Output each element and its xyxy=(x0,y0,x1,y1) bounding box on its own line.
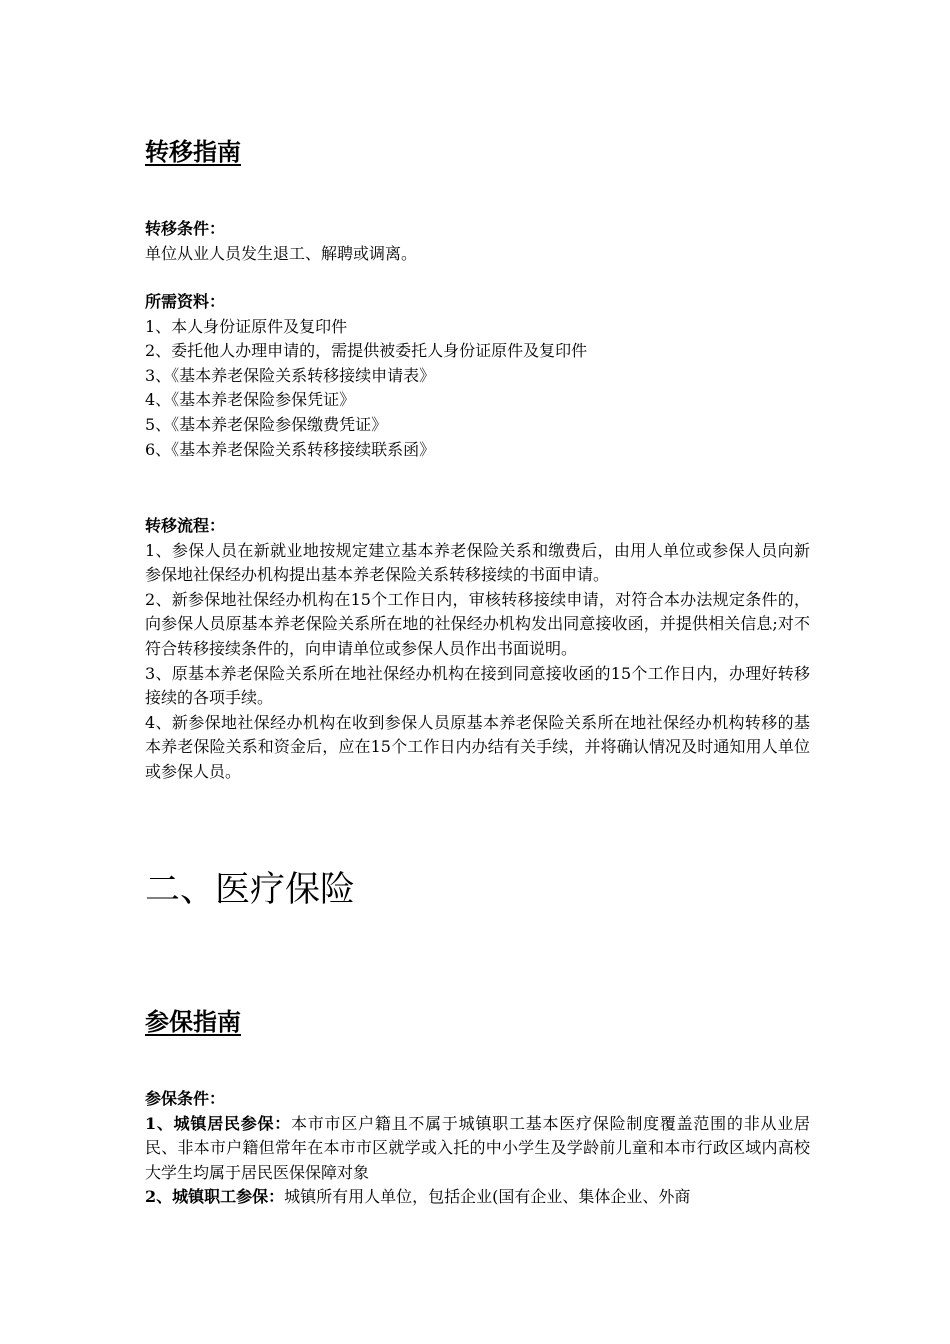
process-step: 1、参保人员在新就业地按规定建立基本养老保险关系和缴费后，由用人单位或参保人员向新参保地社保经办机构提出基本养老保险关系转移接续的书面申请。 xyxy=(145,540,810,585)
enrollment-item-text: 本市市区户籍且不属于城镇职工基本医疗保险制度覆盖范围的非从业居民、非本市户籍但常年在本市市区就学或入托的中小学生及学龄前儿童和本市行政区域内高校大学生均属于居民医保保障对象 xyxy=(145,1113,810,1182)
material-item: 5、《基本养老保险参保缴费凭证》 xyxy=(145,414,388,434)
enrollment-conditions-label: 参保条件： xyxy=(145,1089,226,1108)
transfer-process-section xyxy=(145,514,810,785)
material-item: 1、本人身份证原件及复印件 xyxy=(145,316,348,336)
enrollment-item-text: 城镇所有用人单位，包括企业(国有企业、集体企业、外商 xyxy=(284,1187,691,1207)
enrollment-item xyxy=(145,1112,810,1186)
process-step: 2、新参保地社保经办机构在15个工作日内，审核转移接续申请，对符合本办法规定条件的，向参保人员原基本养老保险关系所在地的社保经办机构发出同意接收函，并提供相关信息;对不符合转移接续条件的，向申请单位或参保人员作出书面说明。 xyxy=(145,589,810,658)
enrollment-conditions-section xyxy=(145,1087,810,1210)
transfer-process-label: 转移流程： xyxy=(145,516,226,535)
transfer-guide-heading: 转移指南 xyxy=(145,137,241,166)
enrollment-guide-heading: 参保指南 xyxy=(145,1007,241,1036)
enrollment-item-lead: 1、城镇居民参保： xyxy=(145,1113,292,1133)
transfer-conditions-text: 单位从业人员发生退工、解聘或调离。 xyxy=(145,243,418,263)
material-item: 4、《基本养老保险参保凭证》 xyxy=(145,390,356,410)
transfer-conditions-label: 转移条件： xyxy=(145,219,226,238)
required-materials-section xyxy=(145,290,810,462)
material-item: 3、《基本养老保险关系转移接续申请表》 xyxy=(145,365,436,385)
transfer-conditions-section xyxy=(145,217,810,266)
enrollment-item xyxy=(145,1185,810,1210)
material-item: 6、《基本养老保险关系转移接续联系函》 xyxy=(145,439,436,459)
enrollment-item-lead: 2、城镇职工参保： xyxy=(145,1187,285,1207)
process-step: 3、原基本养老保险关系所在地社保经办机构在接到同意接收函的15个工作日内，办理好转移接续的各项手续。 xyxy=(145,663,810,708)
material-item: 2、委托他人办理申请的，需提供被委托人身份证原件及复印件 xyxy=(145,341,588,361)
process-step: 4、新参保地社保经办机构在收到参保人员原基本养老保险关系所在地社保经办机构转移的基本养老保险关系和资金后，应在15个工作日内办结有关手续，并将确认情况及时通知用人单位或参保人员。 xyxy=(145,712,810,781)
medical-insurance-section-title: 二、医疗保险 xyxy=(145,870,356,910)
required-materials-label: 所需资料： xyxy=(145,292,226,311)
